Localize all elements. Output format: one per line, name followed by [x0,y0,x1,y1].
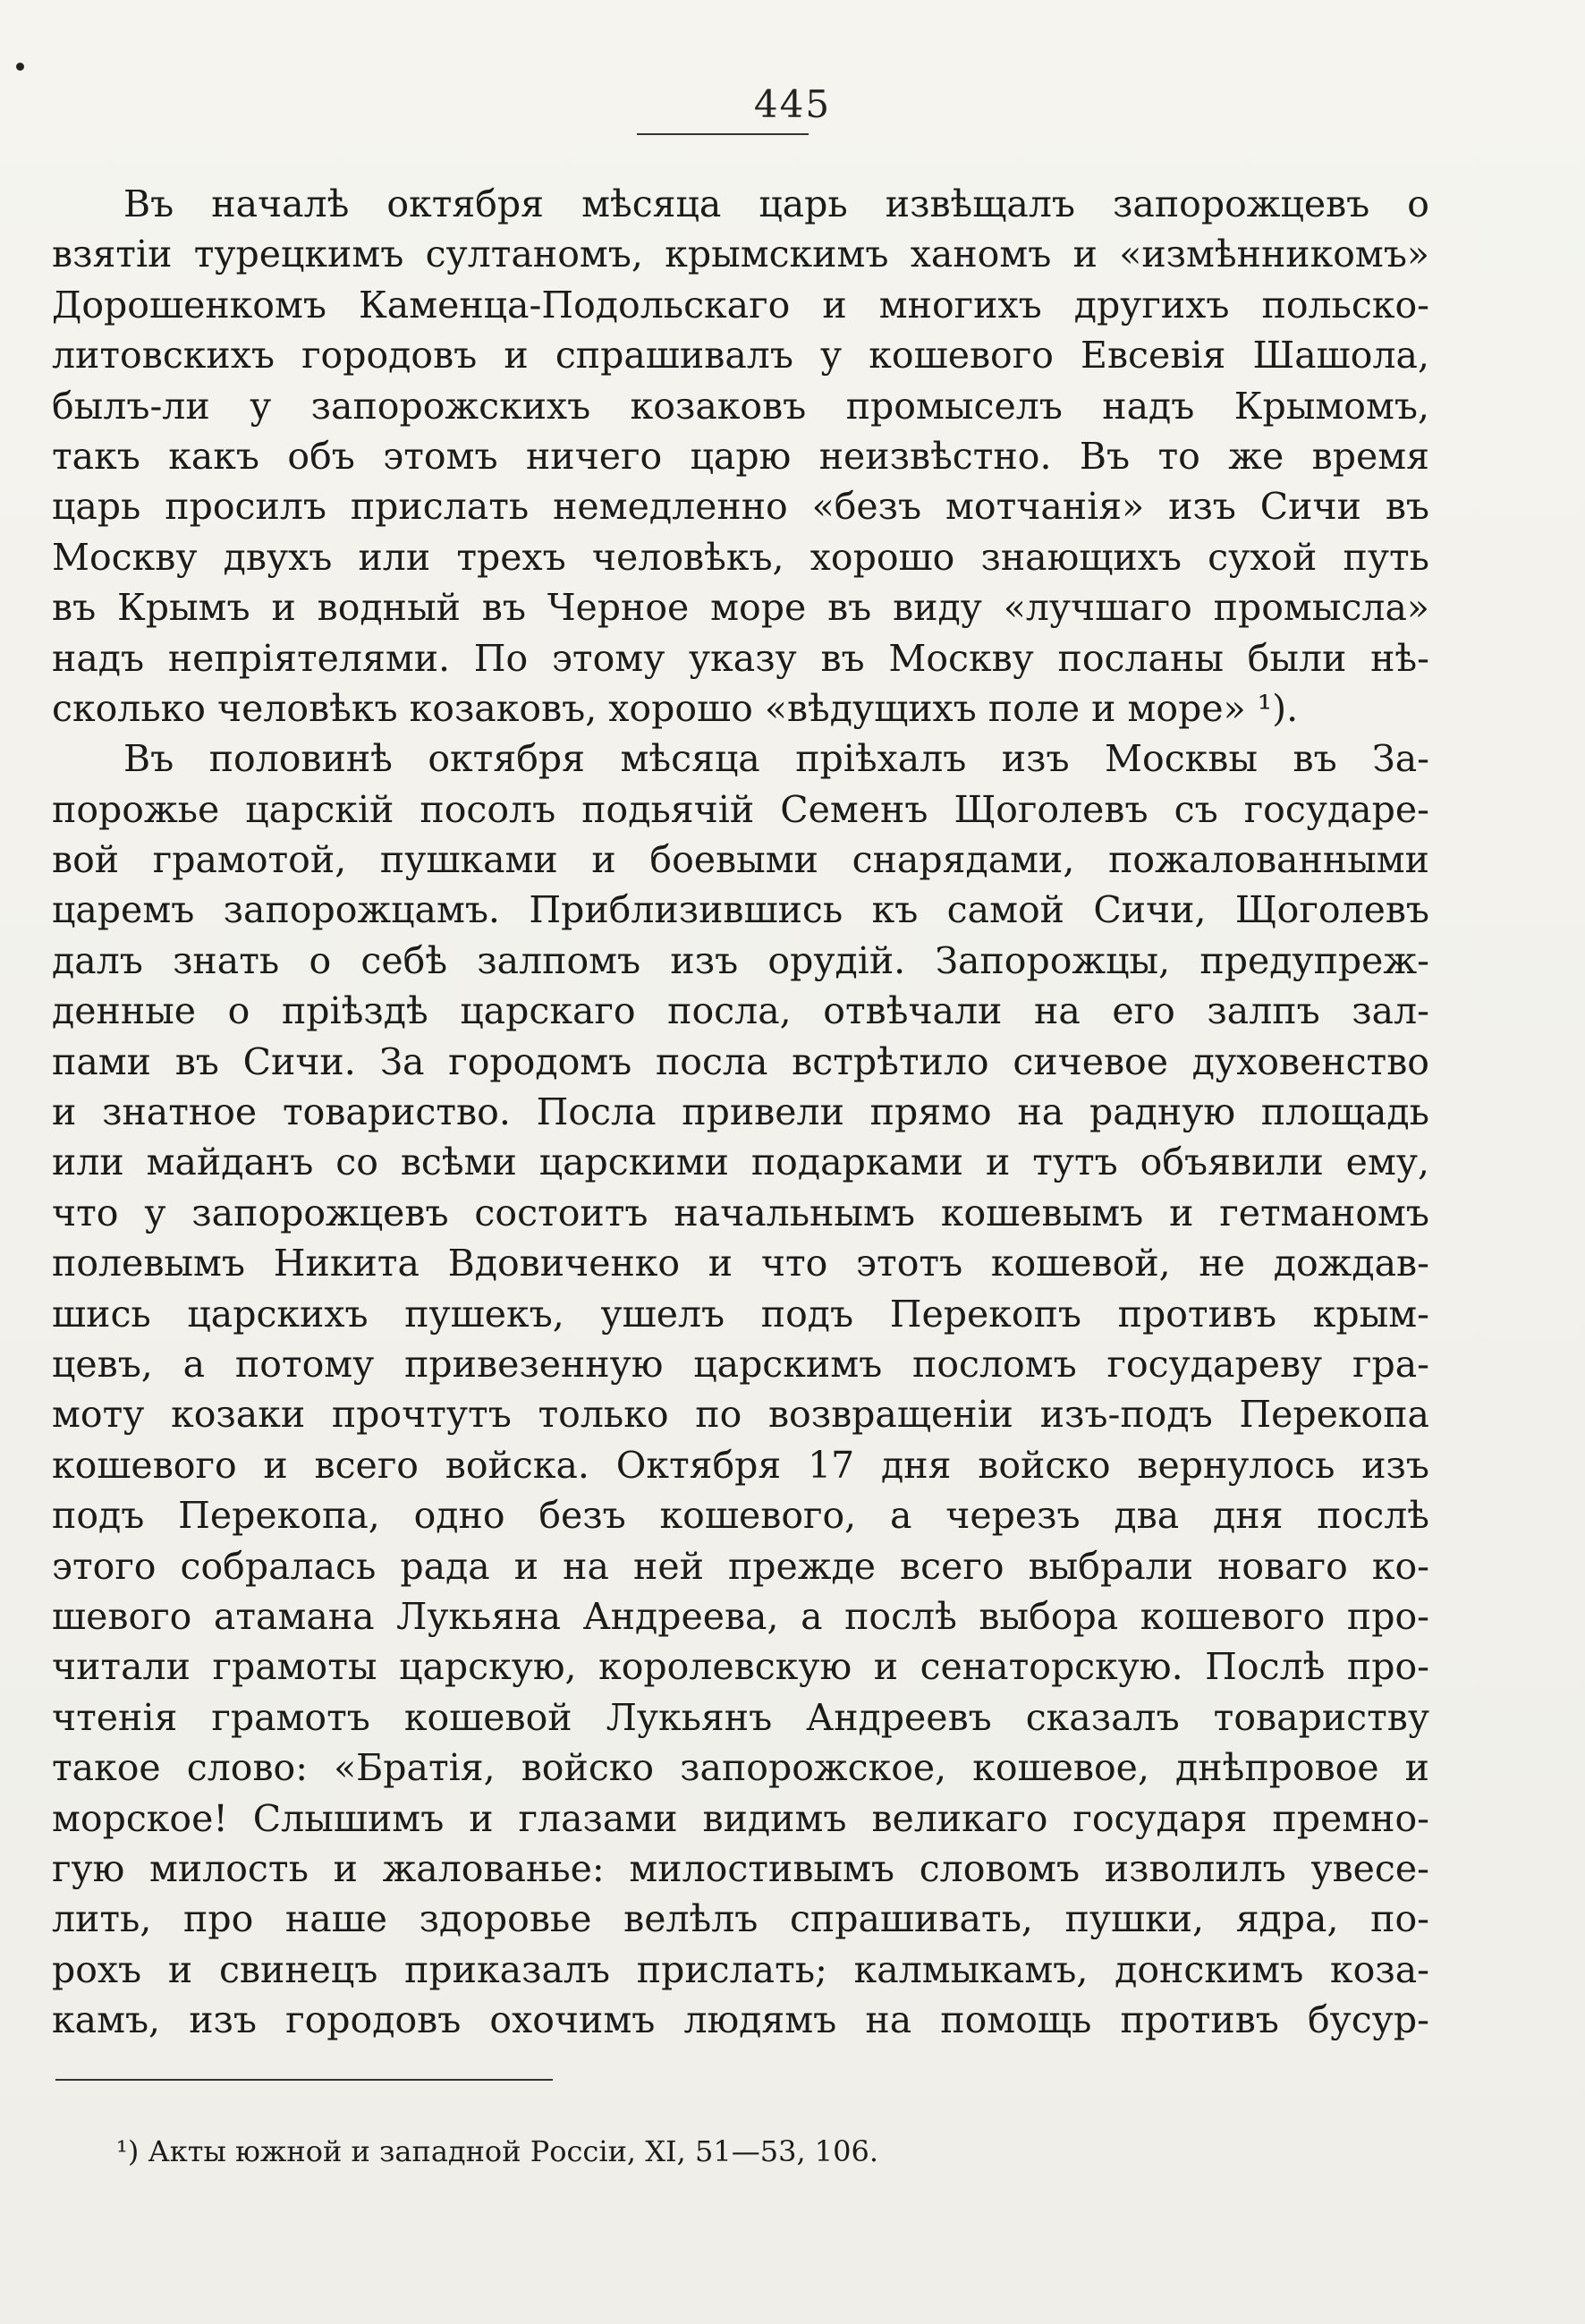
text-line: что у запорожцевъ состоитъ начальнымъ кошевымъ и гетманомъ [52,1191,1429,1234]
text-line: цевъ, а потому привезенную царскимъ посломъ государеву гра- [52,1342,1429,1386]
page-number: 445 [753,82,832,126]
text-line: порожье царскій посолъ подьячій Семенъ Щоголевъ съ государе- [52,787,1429,831]
text-line: кошевого и всего войска. Октября 17 дня войско вернулось изъ [52,1443,1429,1487]
ink-dot [16,63,24,71]
text-line: Дорошенкомъ Каменца-Подольскаго и многихъ другихъ польско- [52,283,1429,327]
text-line: гую милость и жалованье: милостивымъ словомъ изволилъ увесе- [52,1846,1429,1890]
text-line: шись царскихъ пушекъ, ушелъ подъ Перекопъ противъ крым- [52,1292,1429,1336]
text-line: далъ знать о себѣ залпомъ изъ орудій. Запорожцы, предупреж- [52,938,1429,982]
text-line: сколько человѣкъ козаковъ, хорошо «вѣдущихъ поле и море» ¹). [52,686,1299,730]
paragraph [52,734,1429,2045]
text-line: лить, про наше здоровье велѣлъ спрашивать, пушки, ядра, по- [52,1897,1429,1941]
text-line: такое слово: «Братія, войско запорожское, кошевое, днѣпровое и [52,1746,1429,1790]
text-line: надъ непріятелями. По этому указу въ Москву посланы были нѣ- [52,636,1429,680]
text-line: царь просилъ прислать немедленно «безъ мотчанія» изъ Сичи въ [52,485,1429,529]
text-line: камъ, изъ городовъ охочимъ людямъ на помощь противъ бусур- [52,1998,1429,2042]
text-line: денные о пріѣздѣ царскаго посла, отвѣчали на его залпъ зал- [52,989,1429,1033]
footnote-rule [55,2079,553,2081]
footnote: ¹) Акты южной и западной Россіи, XI, 51—53, 106. [116,2134,879,2168]
text-line: и знатное товариство. Посла привели прямо на радную площадь [52,1090,1429,1134]
text-line: Въ началѣ октября мѣсяца царь извѣщалъ запорожцевъ о [123,182,1429,225]
text-line: въ Крымъ и водный въ Черное море въ виду «лучшаго промысла» [52,586,1429,630]
text-line: пами въ Сичи. За городомъ посла встрѣтило сичевое духовенство [52,1039,1429,1083]
paragraph [52,179,1429,734]
text-line: читали грамоты царскую, королевскую и сенаторскую. Послѣ про- [52,1645,1429,1689]
body-text [52,179,1429,2045]
text-line: Москву двухъ или трехъ человѣкъ, хорошо знающихъ сухой путь [52,535,1429,579]
text-line: былъ-ли у запорожскихъ козаковъ промыселъ надъ Крымомъ, [52,384,1429,428]
text-line: такъ какъ объ этомъ ничего царю неизвѣстно. Въ то же время [52,434,1429,478]
text-line: царемъ запорожцамъ. Приблизившись къ самой Сичи, Щоголевъ [52,888,1429,932]
text-line: вой грамотой, пушками и боевыми снарядами, пожалованными [52,838,1429,882]
text-line: литовскихъ городовъ и спрашивалъ у кошевого Евсевія Шашола, [52,334,1429,377]
text-line: или майданъ со всѣми царскими подарками и тутъ объявили ему, [52,1141,1429,1184]
header-rule [637,133,809,135]
text-line: морское! Слышимъ и глазами видимъ великаго государя премно- [52,1796,1429,1840]
text-line: взятіи турецкимъ султаномъ, крымскимъ ханомъ и «измѣнникомъ» [52,233,1429,276]
text-line: полевымъ Никита Вдовиченко и что этотъ кошевой, не дождав- [52,1242,1429,1285]
text-line: моту козаки прочтутъ только по возвращеніи изъ-подъ Перекопа [52,1393,1429,1437]
text-line: чтенія грамотъ кошевой Лукьянъ Андреевъ сказалъ товариству [52,1695,1429,1739]
text-line: Въ половинѣ октября мѣсяца пріѣхалъ изъ Москвы въ За- [123,737,1429,781]
text-line: подъ Перекопа, одно безъ кошевого, а черезъ два дня послѣ [52,1494,1429,1538]
text-line: шевого атамана Лукьяна Андреева, а послѣ выбора кошевого про- [52,1594,1429,1638]
text-line: рохъ и свинецъ приказалъ прислать; калмыкамъ, донскимъ коза- [52,1947,1429,1991]
text-line: этого собралась рада и на ней прежде всего выбрали новаго ко- [52,1544,1429,1588]
